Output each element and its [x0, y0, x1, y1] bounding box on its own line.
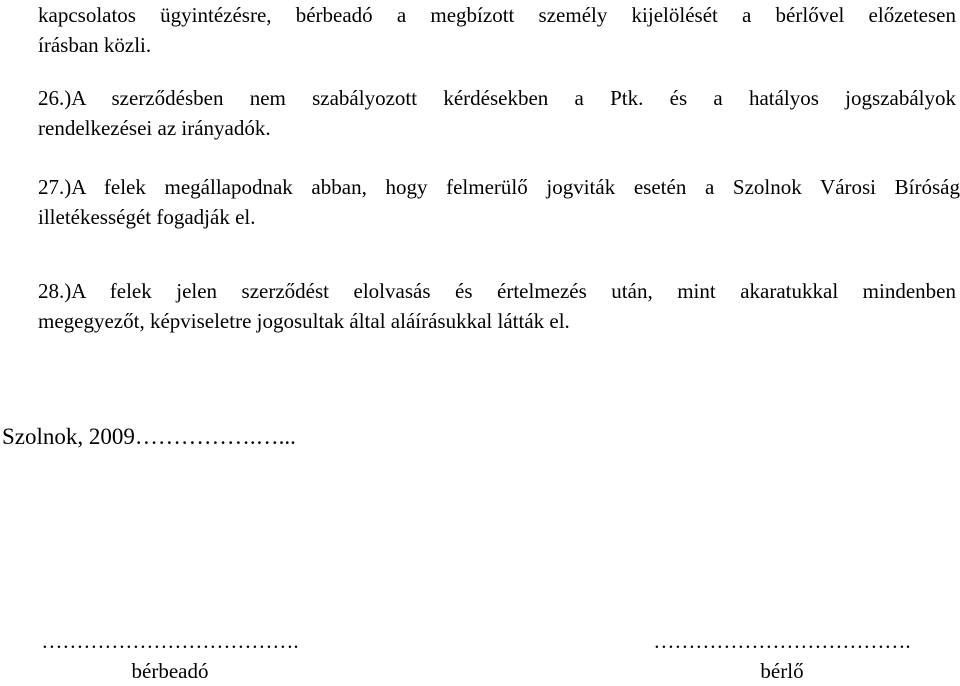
clause-25-line-2: írásban közli.	[38, 33, 152, 57]
signature-block-tenant	[612, 626, 952, 686]
clause-25-line-1: kapcsolatos ügyintézésre, bérbeadó a megbízott személy kijelölését a bérlővel előzetesen	[38, 3, 956, 27]
signature-role-tenant: bérlő	[760, 659, 804, 683]
signature-line-tenant: ……………………………….	[653, 629, 911, 653]
signature-block-landlord	[0, 626, 340, 686]
clause-27-text: )A felek megállapodnak abban, hogy felmerülő jogviták esetén a Szolnok Városi Bíróság	[64, 175, 960, 199]
signature-line-landlord: ……………………………….	[41, 629, 299, 653]
clause-27-line-1	[38, 172, 960, 202]
signature-role-landlord: bérbeadó	[131, 659, 209, 683]
clause-26-number: 26.	[38, 86, 65, 110]
clause-28-text: )A felek jelen szerződést elolvasás és értelmezés után, mint akaratukkal mindenben	[64, 279, 956, 303]
clause-27-line-2: illetékességét fogadják el.	[38, 205, 256, 229]
clause-26	[38, 83, 958, 143]
clause-28	[38, 276, 958, 336]
place-date: Szolnok, 2009…………….…...	[2, 424, 296, 449]
clause-28-number: 28.	[38, 279, 65, 303]
clause-26-text: )A szerződésben nem szabályozott kérdésekben a Ptk. és a hatályos jogszabályok	[64, 86, 956, 110]
clause-28-line-1	[38, 276, 956, 306]
clause-25-tail	[38, 0, 958, 60]
clause-26-line-2: rendelkezései az irányadók.	[38, 116, 271, 140]
clause-27-number: 27.	[38, 175, 65, 199]
clause-27	[38, 172, 958, 232]
clause-28-line-2: megegyezőt, képviseletre jogosultak által aláírásukkal látták el.	[38, 309, 570, 333]
clause-26-line-1	[38, 83, 956, 113]
